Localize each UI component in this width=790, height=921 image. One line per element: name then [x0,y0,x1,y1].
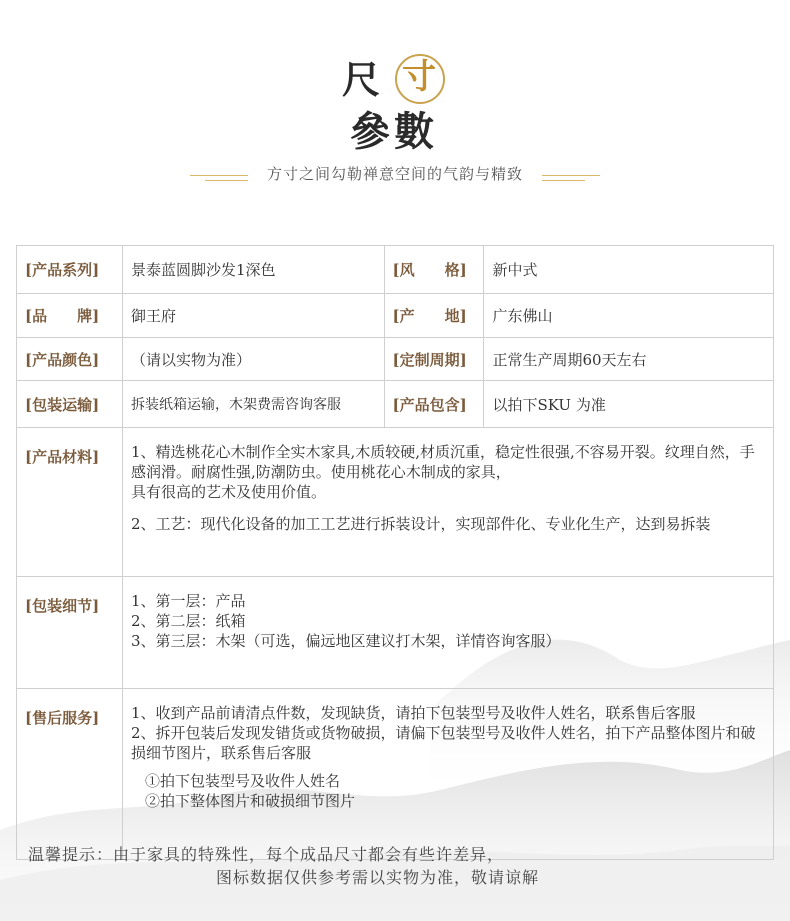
title-char-chi: 尺 [342,57,383,102]
after-sales-value [122,689,773,860]
title-char-cun-badge [395,54,445,104]
packing-label: [包装细节] [17,577,123,689]
after-sales-sub-list [131,771,769,811]
series-label: [产品系列] [17,246,123,294]
material-paragraph-1b: 具有很高的艺术及使用价值。 [130,483,326,501]
origin-value: 广东佛山 [484,294,774,338]
shipping-label: [包装运输] [17,381,123,428]
brand-value: 御王府 [122,294,384,338]
contains-label: [产品包含] [384,381,484,428]
list-item: 1、第一层：产品 [130,592,246,610]
spec-row [17,381,774,428]
slogan: 方寸之间勾勒禅意空间的气韵与精致 [266,165,523,183]
list-item: 3、第三层：木架（可选，偏远地区建议打木架，详情咨询客服） [130,632,561,650]
material-paragraph-1: 1、精选桃花心木制作全实木家具,木质较硬,材质沉重，稳定性很强,不容易开裂。纹理自然，手感润滑。耐腐性强,防潮防虫。使用桃花心木制成的家具， [130,443,755,481]
shipping-value: 拆装纸箱运输，木架费需咨询客服 [122,381,384,428]
cycle-label: [定制周期] [384,338,484,381]
footer-tip-line2: 图标数据仅供参考需以实物为准，敬请谅解 [216,868,540,887]
material-paragraph-2: 2、工艺：现代化设备的加工工艺进行拆装设计，实现部件化、专业化生产，达到易拆装 [130,515,711,533]
after-sales-paragraph-2: 2、拆开包装后发现发错货或货物破损，请偏下包装型号及收件人姓名，拍下产品整体图片和破损细节图片，联系售后客服 [130,724,756,762]
after-sales-label: [售后服务] [17,689,123,860]
spec-row [17,246,774,294]
title-char-cun: 寸 [402,57,436,97]
style-value: 新中式 [484,246,774,294]
list-item: ①拍下包装型号及收件人姓名 [144,772,340,790]
brand-label: [品 牌] [17,294,123,338]
spec-row [17,338,774,381]
title-line2: 參數 [350,108,438,155]
material-value [122,428,773,577]
footer-tip-line1: 温馨提示：由于家具的特殊性，每个成品尺寸都会有些许差异， [28,845,505,864]
color-value: （请以实物为准） [122,338,384,381]
material-text [131,428,773,534]
style-label: [风 格] [384,246,484,294]
series-value: 景泰蓝圆脚沙发1深色 [122,246,384,294]
spec-table [16,245,774,860]
packing-row [17,577,774,689]
list-item: 2、第二层：纸箱 [130,612,246,630]
title-line1 [342,58,382,108]
material-row [17,428,774,577]
after-sales-paragraph-1: 1、收到产品前请清点件数，发现缺货，请拍下包装型号及收件人姓名，联系售后客服 [130,704,696,722]
after-sales-row [17,689,774,860]
after-sales-text [131,689,773,811]
material-label: [产品材料] [17,428,123,577]
list-item: ②拍下整体图片和破损细节图片 [144,792,355,810]
cycle-value: 正常生产周期60天左右 [484,338,774,381]
color-label: [产品颜色] [17,338,123,381]
contains-value: 以拍下SKU 为准 [484,381,774,428]
packing-value [122,577,773,689]
packing-list [131,577,773,651]
spec-row [17,294,774,338]
origin-label: [产 地] [384,294,484,338]
